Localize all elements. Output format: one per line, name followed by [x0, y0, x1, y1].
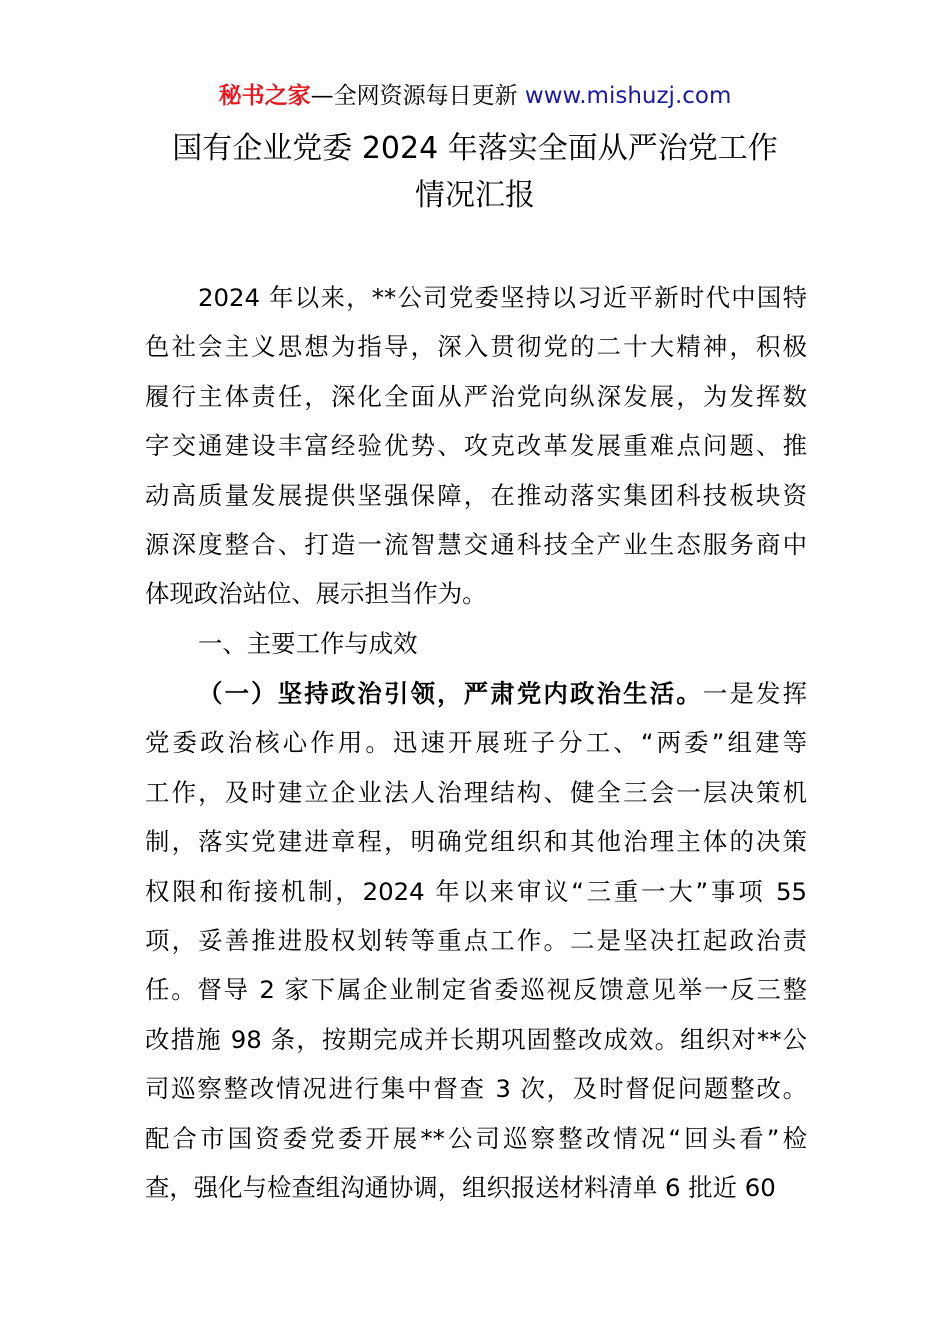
paragraph-line: 履行主体责任，深化全面从严治党向纵深发展，为发挥数	[145, 381, 807, 411]
site-url[interactable]: www.mishuzj.com	[524, 83, 732, 109]
section-paragraph	[145, 669, 807, 1212]
paragraph-line: 源深度整合、打造一流智慧交通科技全产业生态服务商中	[145, 529, 807, 559]
document-title-line-1: 国有企业党委 2024 年落实全面从严治党工作	[172, 131, 778, 166]
paragraph-line: 任。督导 2 家下属企业制定省委巡视反馈意见举一反三整	[145, 975, 807, 1005]
subsection-heading: （一）坚持政治引领，严肃党内政治生活。	[198, 679, 703, 708]
paragraph-line: 党委政治核心作用。迅速开展班子分工、“两委”组建等	[145, 728, 807, 758]
paragraph-line: 动高质量发展提供坚强保障，在推动落实集团科技板块资	[145, 480, 807, 510]
paragraph-line: 制，落实党建进章程，明确党组织和其他治理主体的决策	[145, 827, 807, 857]
paragraph-line: 配合市国资委党委开展**公司巡察整改情况“回头看”检	[145, 1123, 807, 1153]
paragraph-line: 权限和衔接机制，2024 年以来审议“三重一大”事项 55	[145, 876, 807, 906]
brand-name: 秘书之家	[218, 83, 311, 109]
paragraph-line: 查，强化与检查组沟通协调，组织报送材料清单 6 批近 60	[145, 1172, 776, 1202]
paragraph-line: 字交通建设丰富经验优势、攻克改革发展重难点问题、推	[145, 431, 807, 461]
site-header	[0, 81, 950, 111]
paragraph-line: 2024 年以来，**公司党委坚持以习近平新时代中国特	[198, 283, 807, 312]
header-slogan: —全网资源每日更新	[310, 83, 525, 109]
paragraph-line: 工作，及时建立企业法人治理结构、健全三会一层决策机	[145, 777, 807, 807]
paragraph-line-rest: 一是发挥	[702, 679, 807, 708]
section-heading: 一、主要工作与成效	[198, 629, 418, 658]
paragraph-line: 司巡察整改情况进行集中督查 3 次，及时督促问题整改。	[145, 1074, 807, 1104]
document-title-line-2: 情况汇报	[415, 178, 535, 213]
paragraph-line: 改措施 98 条，按期完成并长期巩固整改成效。组织对**公	[145, 1024, 807, 1054]
paragraph-line: 色社会主义思想为指导，深入贯彻党的二十大精神，积极	[145, 332, 807, 362]
paragraph-line: 项，妥善推进股权划转等重点工作。二是坚决扛起政治责	[145, 925, 807, 955]
paragraph-line: 体现政治站位、展示担当作为。	[145, 579, 487, 609]
intro-paragraph	[145, 273, 807, 619]
paragraph-line	[145, 669, 807, 718]
